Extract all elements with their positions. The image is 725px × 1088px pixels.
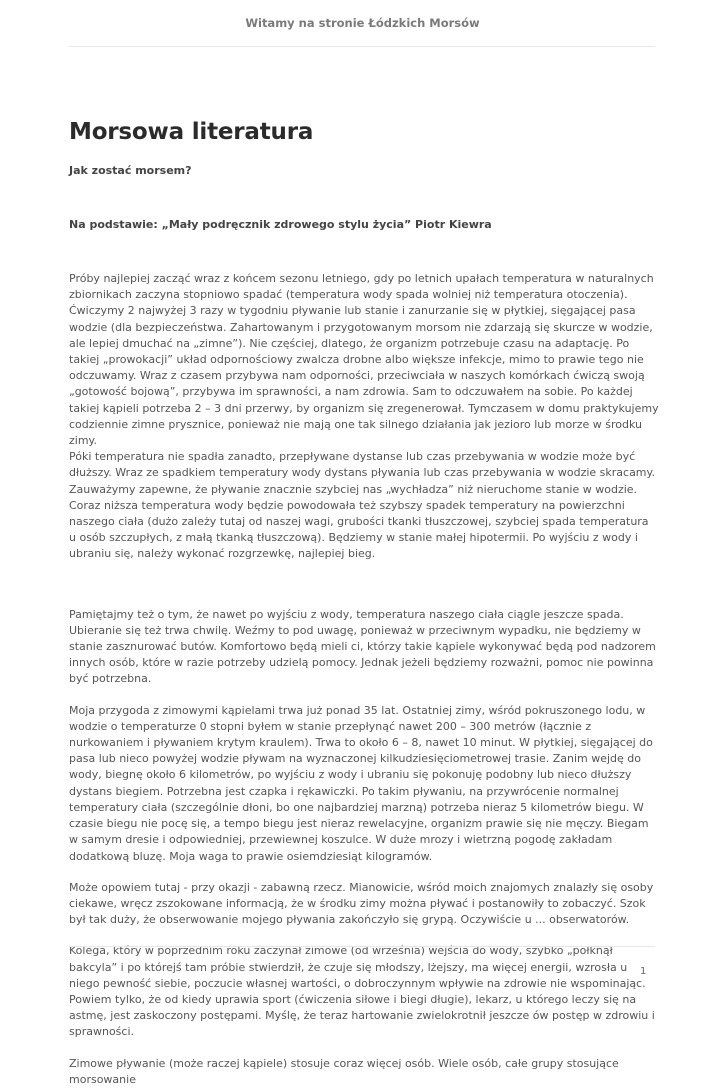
paragraph: Moja przygoda z zimowymi kąpielami trwa już ponad 35 lat. Ostatniej zimy, wśród pokruszonego lodu, w wodzie o temperaturze 0 stopni byłem w stanie przepłynąć nawet 200 – 300 metrów (łącznie z nurkowaniem i pływaniem krytym kraulem). Trwa to około 6 – 8, nawet 10 minut. W płytkiej, sięgającej do pasa lub nieco powyżej wodzie pływam na wyznaczonej kilkudziesięciometrowej trasie. Zanim wejdę do wody, biegnę około 6 kilometrów, po wyjściu z wody i ubraniu się pokonuję podobny lub nieco dłuższy dystans biegiem. Potrzebna jest czapka i rękawiczki. Po takim pływaniu, na przywrócenie normalnej temperatury ciała (szczególnie dłoni, bo one najbardziej marzną) potrzeba nieraz 5 kilometrów biegu. W czasie biegu nie pocę się, a tempo biegu jest nieraz rewelacyjne, organizm prawie się nie męczy. Biegam w samym dresie i odpowiedniej, przewiewnej koszulce. W duże mrozy i wietrzną pogodę zakładam dodatkową bluzę. Moja waga to prawie osiemdziesiąt kilogramów. <box>69 703 653 863</box>
paragraph: Próby najlepiej zacząć wraz z końcem sezonu letniego, gdy po letnich upałach temperatura w naturalnych zbiornikach zaczyna stopniowo spadać (temperatura wody spada wolniej niż temperatura otoczenia). Ćwiczymy 2 najwyżej 3 razy w tygodniu pływanie lub stanie i zanurzanie się w płytkiej, sięgającej pasa wodzie (dla bezpieczeństwa. Zahartowanym i przygotowanym morsom nie zdarzają się skurcze w wodzie, ale lepiej dmuchać na „zimne”). Nie częściej, dlatego, że organizm potrzebuje czasu na adaptację. Po takiej „prowokacji” układ odpornościowy zwalcza drobne albo większe infekcje, mimo to prawie tego nie odczuwamy. Wraz z czasem przybywa nam odporności, przeciwciała w naszych komórkach ćwiczą swoją „gotowość bojową”, przybywa im sprawności, a nam zdrowia. Sam to odczuwałem na sobie. Po każdej takiej kąpieli potrzeba 2 – 3 dni przerwy, by organizm się zregenerował. Tymczasem w domu praktykujemy codziennie zimne prysznice, ponieważ nie mają one tak silnego działania jak jezioro lub morze w środku zimy. Póki temperatura nie spadła zanadto, przepływane dystanse lub czas przebywania w wodzie może być dłuższy. Wraz ze spadkiem temperatury wody dystans pływania lub czas przebywania w wodzie skracamy. Zauważymy zapewne, że pływanie znacznie szybciej nas „wychładza” niż nieruchome stanie w wodzie. Coraz niższa temperatura wody będzie powodowała też szybszy spadek temperatury na powierzchni naszego ciała (dużo zależy tutaj od naszej wagi, grubości tkanki tłuszczowej, szybciej spada temperatura u osób szczupłych, z małą tkanką tłuszczową). Będziemy w stanie małej hipotermii. Po wyjściu z wody i ubraniu się, należy wykonać rozgrzewkę, najlepiej bieg. <box>69 272 659 561</box>
header-divider <box>69 46 655 47</box>
page-number: 1 <box>640 966 647 977</box>
article-subtitle: Jak zostać morsem? <box>69 164 192 177</box>
article <box>69 119 659 1086</box>
article-body <box>69 271 659 1088</box>
article-title: Morsowa literatura <box>69 119 314 145</box>
article-source: Na podstawie: „Mały podręcznik zdrowego stylu życia” Piotr Kiewra <box>69 218 492 231</box>
paragraph: Kolega, który w poprzednim roku zaczynał zimowe (od września) wejścia do wody, szybko „połknął bakcyla” i po którejś tam próbie stwierdził, że czuje się młodszy, lżejszy, ma więcej energii, wzrosła u niego pewność siebie, poczucie własnej wartości, o dobroczynnym wpływie na zdrowie nie wspominając. Powiem tylko, że od kiedy uprawia sport (ćwiczenia siłowe i biegi długie), lekarz, u którego leczy się na astmę, jest zaskoczony postępami. Myślę, że teraz hartowanie zwielokrotnił jeszcze ów postęp w zdrowiu i sprawności. <box>69 944 655 1039</box>
paragraph: Pamiętajmy też o tym, że nawet po wyjściu z wody, temperatura naszego ciała ciągle jeszcze spada. Ubieranie się też trwa chwilę. Weźmy to pod uwagę, ponieważ w przeciwnym wypadku, nie będziemy w stanie zasznurować butów. Komfortowo będą mieli ci, którzy takie kąpiele wykonywać będą pod nadzorem innych osób, które w razie potrzeby udzielą pomocy. Jednak jeżeli będziemy rozważni, pomoc nie powinna być potrzebna. <box>69 607 656 686</box>
footer-divider <box>69 946 655 947</box>
site-header-title: Witamy na stronie Łódzkich Morsów <box>245 16 480 30</box>
paragraph: Zimowe pływanie (może raczej kąpiele) stosuje coraz więcej osób. Wiele osób, całe grupy stosujące morsowanie <box>69 1056 619 1086</box>
paragraph: Może opowiem tutaj - przy okazji - zabawną rzecz. Mianowicie, wśród moich znajomych znalazły się osoby ciekawe, wręcz zszokowane informacją, że w środku zimy można pływać i postanowiły to zobaczyć. Szok był tak duży, że obserwowanie mojego pływania zakończyło się grypą. Oczywiście u ... obserwatorów. <box>69 880 654 927</box>
